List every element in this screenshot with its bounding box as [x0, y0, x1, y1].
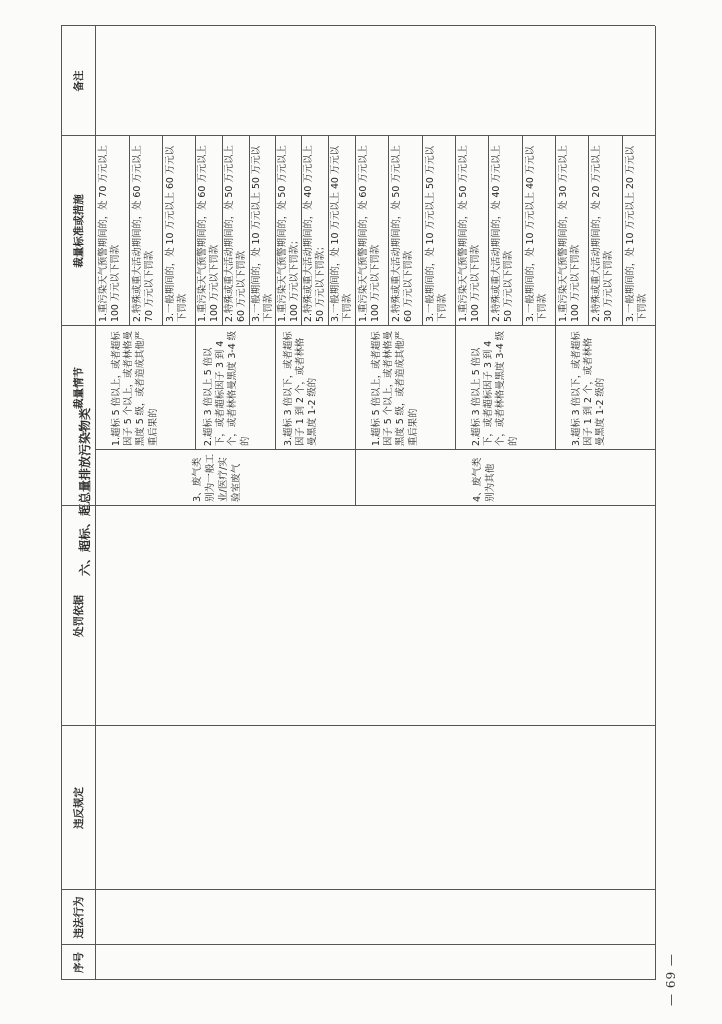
table-border-top: [61, 26, 62, 980]
header-rule: [95, 26, 96, 980]
measure-rule: [195, 136, 196, 326]
measure-4-1-2: 2.特殊或重大活动期间的，处 50 万元以上 60 万元以下罚款: [391, 145, 415, 322]
col-line: [61, 505, 655, 506]
col-line: [61, 979, 655, 980]
measure-3-2-3: 3.一般期间的，处 10 万元以上 50 万元以下罚款: [251, 146, 275, 322]
measure-4-3-2: 2.特殊或重大活动期间的，处 20 万元以上 30 万元以下罚款: [591, 145, 615, 322]
measure-3-1-1: 1.重污染天气预警期间的，处 70 万元以上 100 万元以下罚款: [98, 145, 122, 322]
col-line: [61, 889, 655, 890]
measure-3-2-1: 1.重污染天气预警期间的，处 60 万元以上 100 万元以下罚款: [197, 145, 221, 322]
col-line: [95, 449, 655, 450]
measure-4-3-3: 3.一般期间的，处 10 万元以上 20 万元以下罚款: [625, 146, 649, 322]
table-border-bottom: [655, 26, 656, 980]
col-line: [61, 725, 655, 726]
col-line: [61, 944, 655, 945]
header-circumstance: 裁量情节: [73, 367, 85, 409]
circumstance-3-1: 1.超标 5 倍以上，或者超标因子 5 个以上，或者林格曼黑度 5 级，或者造成其他严重后果的: [111, 330, 159, 446]
measure-4-2-2: 2.特殊或重大活动期间的，处 40 万元以上 50 万元以下罚款: [491, 145, 515, 322]
circumstance-rule: [195, 326, 196, 450]
measure-rule: [388, 136, 389, 326]
measure-rule: [222, 136, 223, 326]
measure-3-3-3: 3.一般期间的，处 10 万元以上 40 万元以下罚款: [330, 146, 354, 322]
measure-rule: [488, 136, 489, 326]
category-4: 4、废气类别为其他: [472, 457, 496, 502]
measure-3-3-1: 1.重污染天气预警期间的，处 50 万元以上 100 万元以下罚款；: [277, 145, 301, 322]
circumstance-4-3: 3.超标 3 倍以下，或者超标因子 1 到 2 个，或者林格曼黑度 1-2 级的: [571, 331, 607, 446]
measure-rule: [555, 136, 556, 326]
penalty-table: [61, 26, 655, 980]
circumstance-4-2: 2.超标 3 倍以上 5 倍以下，或者超标因子 3 到 4 个，或者林格曼黑度 3-4 级的: [471, 330, 519, 446]
measure-rule: [522, 136, 523, 326]
section-title: 六、超标、超总量排放污染物类: [78, 407, 92, 576]
header-remark: 备注: [73, 70, 85, 92]
circumstance-4-1: 1.超标 5 倍以上，或者超标因子 5 个以上，或者林格曼黑度 5 级，或者造成其他严重后果的: [371, 330, 419, 446]
measure-3-1-3: 3.一般期间的，处 10 万元以上 60 万元以下罚款: [165, 146, 189, 322]
measure-rule: [355, 136, 356, 326]
page-number: — 69 —: [664, 953, 678, 1006]
measure-4-1-3: 3.一般期间的，处 10 万元以上 50 万元以下罚款: [425, 146, 449, 322]
col-line: [61, 325, 655, 326]
header-basis: 处罚依据: [73, 595, 85, 637]
measure-rule: [129, 136, 130, 326]
measure-rule: [622, 136, 623, 326]
measure-4-3-1: 1.重污染天气预警期间的，处 30 万元以上 100 万元以下罚款: [558, 145, 582, 322]
measure-3-1-2: 2.特殊或重大活动期间的，处 60 万元以上 70 万元以下罚款: [132, 145, 156, 322]
header-rule: 违反规定: [73, 787, 85, 829]
measure-rule: [328, 136, 329, 326]
measure-3-2-2: 2.特殊或重大活动期间的，处 50 万元以上 60 万元以下罚款: [224, 145, 248, 322]
measure-3-3-2: 2.特殊或重大活动期间的，处 40 万元以上 50 万元以下罚款；: [303, 145, 327, 322]
measure-rule: [422, 136, 423, 326]
header-behavior: 违法行为: [73, 896, 85, 939]
col-line: [61, 135, 655, 136]
header-no: 序号: [73, 952, 85, 973]
category-3: 3、废气类别为一般工业/医疗/实验室废气: [192, 454, 242, 502]
circumstance-rule: [275, 326, 276, 450]
header-measure: 裁量标准或措施: [73, 194, 85, 268]
measure-rule: [588, 136, 589, 326]
measure-rule: [249, 136, 250, 326]
measure-rule: [162, 136, 163, 326]
circumstance-3-2: 2.超标 3 倍以上 5 倍以下，或者超标因子 3 到 4 个，或者林格曼黑度 3-4 级的: [203, 330, 251, 446]
circumstance-rule: [355, 326, 356, 450]
circumstance-rule: [555, 326, 556, 450]
measure-rule: [455, 136, 456, 326]
measure-4-2-1: 1.重污染天气预警期间的，处 50 万元以上 100 万元以下罚款: [458, 145, 482, 322]
col-line: [61, 25, 655, 26]
measure-4-1-1: 1.重污染天气预警期间的，处 60 万元以上 100 万元以下罚款: [358, 145, 382, 322]
circumstance-3-3: 3.超标 3 倍以下，或者超标因子 1 到 2 个，或者林格曼黑度 1-2 级的: [283, 331, 319, 446]
circumstance-rule: [455, 326, 456, 450]
measure-4-2-3: 3.一般期间的，处 10 万元以上 40 万元以下罚款: [525, 146, 549, 322]
category-rule: [355, 450, 356, 506]
